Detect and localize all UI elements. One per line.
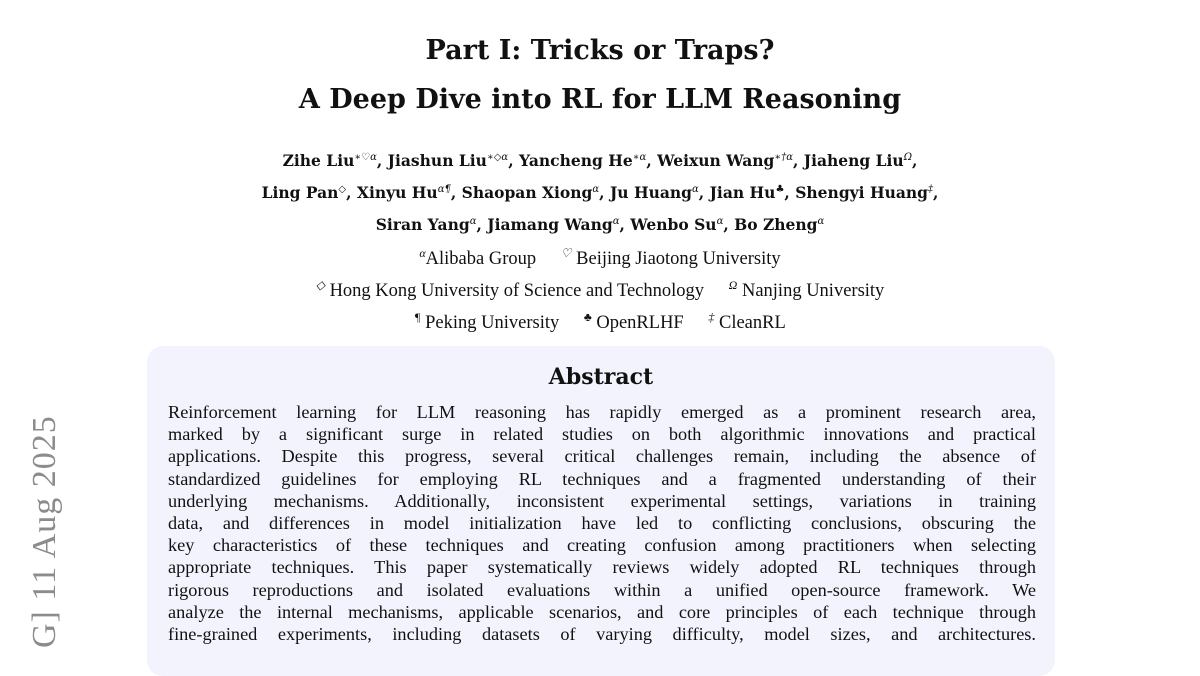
author: Jiashun Liu$^{∗◇\alpha}$ <box>387 151 509 171</box>
affiliation: ‡ CleanRL <box>708 310 786 334</box>
author-line-3: Siran Yang$^\alpha$, Jiamang Wang$^\alpha$, Wenbo $Su^\alpha$, Bo Zheng$^\alpha$ <box>375 215 825 235</box>
affiliation: ◇ Hong Kong University of Science and Technology <box>315 278 705 302</box>
paper-title-line-2: A Deep Dive into RL for LLM Reasoning <box>298 84 902 115</box>
abstract-line: rigorous reproductions and isolated evaluations within a unified open-source framework. We <box>168 579 1036 600</box>
affiliation-list <box>160 240 1040 336</box>
author: Xinyu $Hu^{\alpha\P}$ <box>356 183 451 203</box>
affiliation: $^\alpha$Alibaba Group <box>419 246 537 270</box>
abstract-line: applications. Despite this progress, several critical challenges remain, including the absence of <box>168 446 1036 467</box>
abstract-line: standardized guidelines for employing RL techniques and a fragmented understanding of their <box>168 468 1036 489</box>
author: Bo Zheng$^\alpha$ <box>734 215 825 235</box>
abstract-box <box>147 346 1055 676</box>
affiliation-line-1 <box>160 240 1040 272</box>
author: Ju Huang$^\alpha$ <box>609 183 699 203</box>
author-line-2: Ling Pan◇, Xinyu $Hu^{\alpha\P}$, Shaopan Xiong$^\alpha$, Ju Huang$^\alpha$, Jian Hu♣, Shengyi Huang‡, <box>261 183 939 203</box>
author: Yancheng $He^{∗\alpha}$ <box>518 151 647 171</box>
author: Siran Yang$^\alpha$ <box>375 215 477 235</box>
abstract-heading: Abstract <box>548 364 654 390</box>
author: Jiamang Wang$^\alpha$ <box>487 215 620 235</box>
arxiv-side-stamp: G] 11 Aug 2025 <box>26 415 63 648</box>
abstract-line: marked by a significant surge in related studies on both algorithmic innovations and practical <box>168 424 1036 445</box>
author: Weixun Wang$^{∗\dagger\alpha}$ <box>657 151 793 171</box>
abstract-line: analyze the internal mechanisms, applicable scenarios, and core principles of each technique through <box>168 601 1036 622</box>
affiliation: ♣ OpenRLHF <box>583 310 684 334</box>
abstract-line: underlying mechanisms. Additionally, inconsistent experimental settings, variations in training <box>168 490 1036 511</box>
author: Ling Pan◇ <box>261 183 347 203</box>
author: Shengyi Huang‡ <box>795 183 934 203</box>
author: Jian Hu♣ <box>709 183 785 203</box>
abstract-line: appropriate techniques. This paper systematically reviews widely adopted RL techniques through <box>168 557 1036 578</box>
affiliation: ¶ Peking University <box>414 310 560 334</box>
abstract-body <box>168 401 1036 645</box>
author-line-1: Zihe Liu$^{∗♡\alpha}$, Jiashun Liu$^{∗◇\alpha}$, Yancheng $He^{∗\alpha}$, Weixun Wang$^{∗\dagger\alpha}$, Jiaheng Liu$^\Omega$, <box>282 151 918 171</box>
paper-title-line-1: Part I: Tricks or Traps? <box>425 35 775 66</box>
affiliation-line-2 <box>160 272 1040 304</box>
affiliation: ♡ Beijing Jiaotong University <box>560 246 781 270</box>
abstract-line: data, and differences in model initialization have led to conflicting conclusions, obscuring the <box>168 513 1036 534</box>
author: Shaopan Xiong$^\alpha$ <box>461 183 600 203</box>
abstract-line: fine-grained experiments, including datasets of varying difficulty, model sizes, and architectures. <box>168 624 1036 645</box>
affiliation: $^\Omega$ Nanjing University <box>728 278 885 302</box>
abstract-line: key characteristics of these techniques and creating confusion among practitioners when selecting <box>168 535 1036 556</box>
affiliation-line-3 <box>160 304 1040 336</box>
author: Zihe Liu$^{∗♡\alpha}$ <box>282 151 377 171</box>
author-list <box>160 143 1040 239</box>
author: Wenbo $Su^\alpha$ <box>630 215 724 235</box>
abstract-line: Reinforcement learning for LLM reasoning has rapidly emerged as a prominent research area, <box>168 402 1036 422</box>
author: Jiaheng Liu$^\Omega$ <box>803 151 913 171</box>
